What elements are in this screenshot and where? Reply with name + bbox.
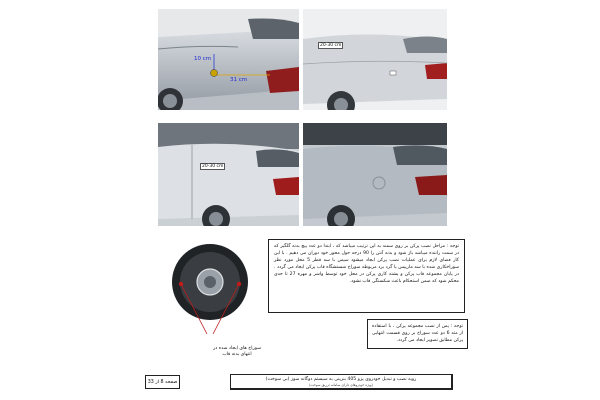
photo-5-illustration	[163, 242, 257, 339]
footer-title: رویه نصب و تبدیل خودروی پژو 405 بنزینی به سیستم دوگانه سوز (بی سوخت)	[265, 377, 417, 382]
photo-2-illustration	[303, 9, 447, 110]
dimension-horizontal-label: 31 cm	[230, 77, 248, 83]
photo-rear-side-tagged	[303, 9, 447, 110]
installation-note-main: توجه : مراحل نصب پرکن بر روی سمند به این ترتیب میباشد که ، ابتدا دو عدد پیچ بدنه گلگیر که در سمت راننده میباشد باز شود و بدنه آنتن را 90 درجه حول محور خود دوران می دهیم . با این کار فضای لازم برای عملیات نصب پرکن ایجاد میشود سپس با سه قطر 5 محل مورد نظر سوراخکاری شده با سه مارپیس یا گرد برد مربوطه سوراخ شستشگاه قاب پرکن ایجاد می گردد . در پایان مجموعه قاب پرکن و پشته کاری پرکن در محل خود توسط واشر و مهره 27 تا حدی محکم شود که ضمن استحکام باعث شکستگی قاب نشود.	[268, 239, 465, 313]
photo-rear-quarter-finished	[303, 123, 447, 226]
photo-3-illustration	[158, 123, 299, 226]
page-reference: صفحه 8 از 33	[145, 375, 180, 389]
photo-filler-valve-closeup	[163, 242, 257, 339]
photo-rear-quarter-dimensions	[158, 9, 299, 110]
photo-2-tag: 20-30 cm	[320, 43, 342, 48]
footer-title-box	[230, 374, 453, 390]
closeup-caption: سوراخ های ایجاد شده در انتهای بدنه قاب	[213, 346, 261, 357]
photo-4-illustration	[303, 123, 447, 226]
dimension-vertical-label: 10 cm	[194, 56, 212, 62]
photo-3-tag: 20-30 cm	[202, 164, 224, 169]
photo-side-door-tagged	[158, 123, 299, 226]
installation-note-secondary: توجه : پس از نصب مجموعه پرکن ، با استفاده از مته 6 دو عدد سوراخ بر روی قسمت انتهایی پرکن مطابق تصویر ایجاد می گردد.	[367, 319, 468, 349]
footer-subtitle: (ویژه خودروهای دارای سامانه تزریق سوخت)	[309, 383, 373, 387]
photo-1-illustration	[158, 9, 299, 110]
